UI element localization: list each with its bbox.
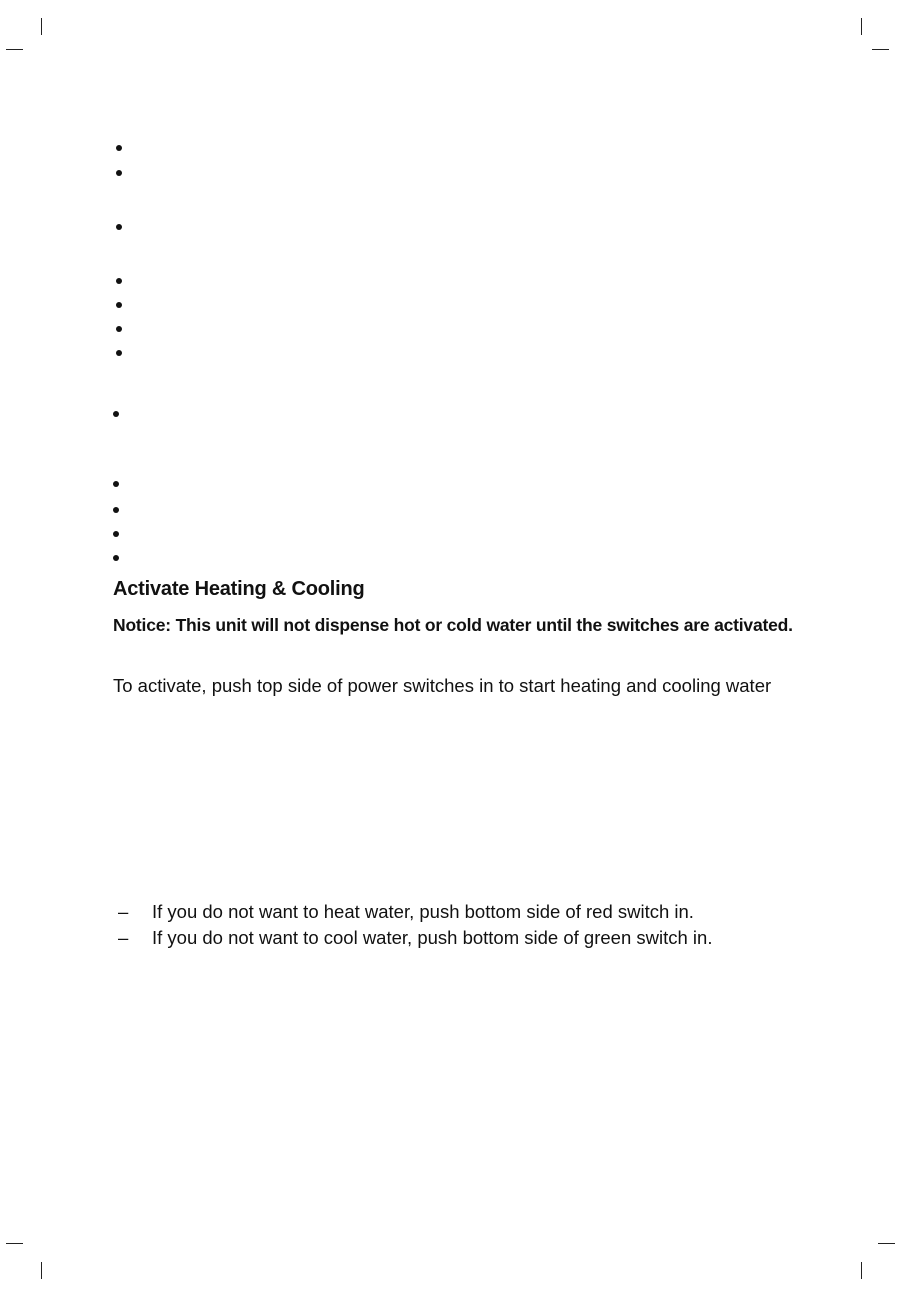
dash-marker: – xyxy=(118,927,129,948)
crop-mark-top-right-vertical xyxy=(861,18,862,35)
bullet-marker xyxy=(113,411,119,417)
bullet-marker xyxy=(116,170,122,176)
crop-mark-top-right-horizontal xyxy=(872,49,889,50)
bullet-marker xyxy=(116,224,122,230)
crop-mark-bottom-left-horizontal xyxy=(6,1243,23,1244)
instruction-text: To activate, push top side of power switches in to start heating and cooling water xyxy=(113,675,772,696)
bullet-marker xyxy=(116,278,122,284)
bullet-marker xyxy=(116,302,122,308)
bullet-marker xyxy=(116,145,122,151)
list-item xyxy=(113,925,833,951)
list-item xyxy=(113,899,833,925)
bullet-marker xyxy=(113,531,119,537)
crop-mark-top-left-horizontal xyxy=(6,49,23,50)
section-heading: Activate Heating & Cooling xyxy=(113,578,365,600)
switch-options-list xyxy=(113,899,833,951)
list-item-text: If you do not want to heat water, push bottom side of red switch in. xyxy=(152,901,694,922)
bullet-marker xyxy=(113,481,119,487)
bullet-marker xyxy=(113,507,119,513)
crop-mark-bottom-left-vertical xyxy=(41,1262,42,1279)
list-item-text: If you do not want to cool water, push bottom side of green switch in. xyxy=(152,927,713,948)
crop-mark-bottom-right-horizontal xyxy=(878,1243,895,1244)
dash-marker: – xyxy=(118,901,129,922)
bullet-marker xyxy=(113,555,119,561)
crop-mark-bottom-right-vertical xyxy=(861,1262,862,1279)
notice-text: Notice: This unit will not dispense hot or cold water until the switches are activated. xyxy=(113,615,793,635)
crop-mark-top-left-vertical xyxy=(41,18,42,35)
bullet-marker xyxy=(116,326,122,332)
bullet-marker xyxy=(116,350,122,356)
